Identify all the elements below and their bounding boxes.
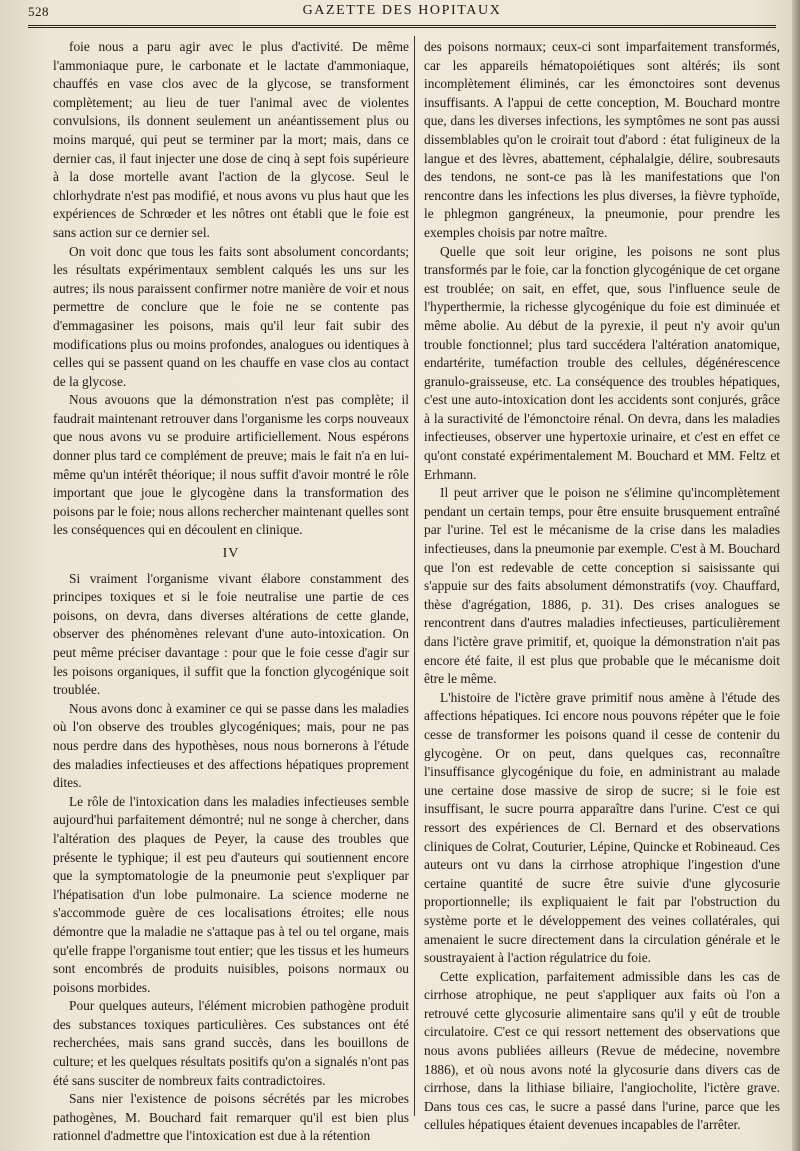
paragraph: Sans nier l'existence de poisons sécrétés par les microbes pathogènes, M. Bouchard fait remarquer qu'il est bien plus rationnel d'admettre que l'intoxication est due à la rétention xyxy=(53,1091,409,1144)
running-title: GAZETTE DES HOPITAUX xyxy=(302,3,502,18)
column-divider xyxy=(414,36,415,1116)
page-number: 528 xyxy=(28,4,49,19)
paragraph: Si vraiment l'organisme vivant élabore constamment des principes toxiques et si le foie neutralise une partie de ces poisons, on devra, dans diverses altérations de cette glande, observer des phénomènes relevant d'une auto-intoxication. On peut même préciser davantage : pour que le foie cesse d'agir sur les poisons organiques, il suffit que la fonction glycogénique soit troublée. xyxy=(53,570,409,698)
paragraph: Cette explication, parfaitement admissible dans les cas de cirrhose atrophique, ne peut s'appliquer aux faits où l'on a retrouvé cette glycosurie alimentaire sans qu'il y eût de trouble circulatoire. C'est ce qui ressort nettement des observations que nous avons publiées ailleurs (Revue de médecine, novembre 1886), et où nous avons noté la glycosurie dans divers cas de cirrhose, dans la lithiase biliaire, l'angiocholite, l'ictère grave. Dans tous ces cas, le sucre a passé dans l'urine, parce que les cellules hépatiques étaient devenues incapables de l'arrêter. xyxy=(424,968,780,1133)
paragraph-continued: des poisons normaux; ceux-ci sont imparfaitement transformés, car les appareils hématopoiétiques sont altérés; ils sont incomplètement éliminés, car les émonctoires sont devenus insuffisants. A l'appui de cette conception, M. Bouchard montre que, dans les diverses infections, les symptômes ne sont pas aussi dissemblables qu'on le croirait tout d'abord : état fuligineux de la langue et des lèvres, abattement, céphalalgie, délire, soubresauts des tendons, ne sont-ce pas là les manifestations que l'on rencontre dans les infections les plus diverses, la fièvre typhoïde, le phlegmon gangréneux, la pneumonie, pour prendre les exemples choisis par notre maître. xyxy=(424,39,780,240)
paragraph: Nous avouons que la démonstration n'est pas complète; il faudrait maintenant retrouver dans l'organisme les corps nouveaux que nous avons vu se produire artificiellement. Nous espérons donner plus tard ce complément de preuve; mais le fait n'a en lui-même qu'un intérêt théorique; il nous suffit d'avoir montré le rôle important que joue le glycogène dans la transformation des poisons par le foie; nous allons rechercher maintenant quelles sont les conséquences qui en découlent en clinique. xyxy=(53,392,409,538)
paragraph: Le rôle de l'intoxication dans les maladies infectieuses semble aujourd'hui parfaitement démontré; nul ne songe à chercher, dans l'altération des plaques de Peyer, la cause des troubles que présente le typhique; il est peu d'auteurs qui soutiennent encore que la symptomatologie de la pneumonie peut s'expliquer par l'hépatisation d'un lobe pulmonaire. La science moderne ne s'accommode guère de ces localisations étroites; elle nous démontre que la maladie ne s'attaque pas à tel ou tel organe, mais qu'elle frappe l'organisme tout entier; que les tissus et les humeurs sont encombrés de produits nuisibles, poisons normaux ou poisons morbides. xyxy=(53,793,409,995)
binding-edge xyxy=(792,0,800,1151)
paragraph: On voit donc que tous les faits sont absolument concordants; les résultats expérimentaux semblent calqués les uns sur les autres; ils nous paraissent confirmer notre manière de voir et nous permettre de conclure que le foie ne se contente pas d'emmagasiner les poisons, mais qu'il leur fait subir des modifications plus ou moins profondes, analogues ou identiques à celles qui se passent quand on les chauffe en vase clos au contact de la glycose. xyxy=(53,243,409,389)
right-column xyxy=(424,38,780,1135)
paragraph: Nous avons donc à examiner ce qui se passe dans les maladies où l'on observe des troubles glycogéniques; mais, pour ne pas nous perdre dans des hypothèses, nous nous bornerons à l'étude des maladies infectieuses et des affections hépatiques proprement dites. xyxy=(53,700,409,791)
paragraph: foie nous a paru agir avec le plus d'activité. De même l'ammoniaque pure, le carbonate et le lactate d'ammoniaque, chauffés en vase clos avec de la glycose, se transforment complètement; au lieu de tuer l'animal avec de violentes convulsions, ils donnent seulement un anéantissement plus ou moins marqué, qui peut se terminer par la mort; mais, dans ce dernier cas, il faut injecter une dose de cinq à sept fois supérieure à la dose mortelle avant l'action de la glycose. Seul le chlorhydrate n'est pas modifié, et nous avons vu plus haut que les expériences de Schrœder et les nôtres ont établi que le foie est sans action sur ce dernier sel. xyxy=(53,39,409,240)
paragraph: L'histoire de l'ictère grave primitif nous amène à l'étude des affections hépatiques. Ici encore nous pouvons répéter que le foie cesse de transformer les poisons quand il cesse de contenir du glycogène. Or on peut, dans quelques cas, reconnaître l'insuffisance glycogénique du foie, en administrant au malade une certaine dose massive de sirop de sucre; si le foie est insuffisant, le sucre pourra apparaître dans l'urine. C'est ce qui ressort des expériences de Cl. Bernard et des observations cliniques de Colrat, Couturier, Lépine, Quincke et Robineaud. Ces auteurs ont vu dans la cirrhose atrophique l'ingestion d'une certaine quantité de sucre être suivie d'une glycosurie proportionnelle; ils expliquaient le fait par l'obstruction du système porte et le développement des veines collatérales, qui amenaient le sucre directement dans la circulation générale et le soustrayaient à l'action régulatrice du foie. xyxy=(424,689,780,966)
paragraph: Quelle que soit leur origine, les poisons ne sont plus transformés par le foie, car la fonction glycogénique de cet organe est troublée; on sait, en effet, que, sous l'influence seule de l'hyperthermie, la richesse glycogénique du foie est diminuée et même abolie. Au début de la pyrexie, il peut n'y avoir qu'un trouble fonctionnel; plus tard succédera l'altération anatomique, endartérite, tuméfaction trouble des cellules, dégénérescence granulo-graisseuse, etc. La conséquence des troubles hépatiques, c'est une auto-intoxication dont les accidents sont conjurés, grâce à la suractivité de l'émonctoire rénal. On devra, dans les maladies infectieuses, observer une hypertoxie urinaire, et c'est en effet ce qu'ont constaté expérimentalement M. Bouchard et MM. Feltz et Erhmann. xyxy=(424,243,780,482)
section-number: IV xyxy=(222,546,240,562)
paragraph: Il peut arriver que le poison ne s'élimine qu'incomplètement pendant un certain temps, pour être ensuite brusquement entraîné par l'urine. Tel est le mécanisme de la crise dans les maladies infectieuses, dans la pneumonie par exemple. C'est à M. Bouchard que l'on est redevable de cette conception si saisissante qui s'appuie sur des faits absolument démonstratifs (voy. Chauffard, thèse d'agrégation, 1886, p. 31). Des crises analogues se rencontrent dans d'autres maladies infectieuses, particulièrement dans l'ictère grave primitif, et, quoique la démonstration n'ait pas encore été faite, il est plus que probable que le mécanisme doit être le même. xyxy=(424,485,780,687)
paragraph: Pour quelques auteurs, l'élément microbien pathogène produit des substances toxiques particulières. Ces substances ont été recherchées, mais sans grand succès, dans les bouillons de culture; et les quelques résultats positifs qu'on a signalés n'ont pas été sans susciter de nombreux faits contradictoires. xyxy=(53,998,409,1088)
page-header xyxy=(28,3,776,28)
left-column xyxy=(53,38,409,1146)
